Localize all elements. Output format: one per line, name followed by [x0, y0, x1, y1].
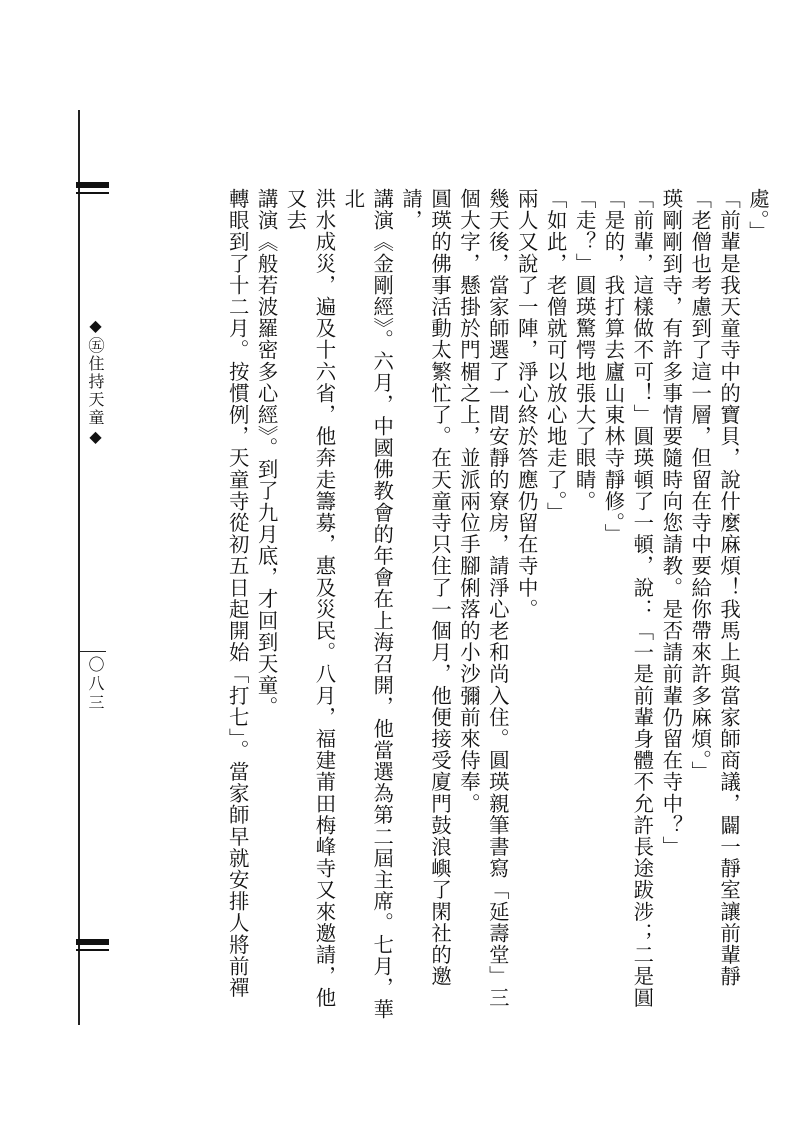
paragraph: 講演《般若波羅密多心經》。到了九月底，才回到天童。	[254, 188, 279, 718]
paragraph: 圓瑛的佛事活動太繁忙了。在天童寺只住了一個月，他便接受廈門鼓浪嶼了閑社的邀請，	[399, 188, 453, 988]
header-thick-bar-top	[76, 182, 109, 188]
paragraph: 個大字，懸掛於門楣之上，並派兩位手腳俐落的小沙彌前來侍奉。	[456, 188, 481, 815]
paragraph: 「前輩是我天童寺中的寶貝，說什麼麻煩！我馬上與當家師商議，闢一靜室讓前輩靜	[717, 188, 742, 988]
paragraph: 轉眼到了十二月。按慣例，天童寺從初五日起開始「打七」。當家師早就安排人將前禪	[225, 188, 250, 999]
paragraph: 瑛剛剛到寺，有許多事情要隨時向您請教。是否請前輩仍留在寺中？」	[659, 188, 684, 858]
header-thick-bar-bottom	[76, 939, 109, 945]
paragraph: 「如此，老僧就可以放心地走了。」	[543, 188, 568, 524]
paragraph: 處。」	[746, 188, 770, 243]
header-thin-bar-bottom	[76, 949, 109, 951]
page-number: 〇八三	[86, 656, 105, 713]
paragraph: 「是的，我打算去廬山東林寺靜修。」	[601, 188, 626, 545]
paragraph: 「走？」圓瑛驚愕地張大了眼睛。	[572, 188, 597, 512]
paragraph: 「前輩，這樣做不可！」圓瑛頓了一頓，說：「一是前輩身體不允許長途跋涉；二是圓	[630, 188, 655, 1009]
paragraph: 幾天後，當家師選了一間安靜的寮房，請淨心老和尚入住。圓瑛親筆書寫「延壽堂」三	[485, 188, 510, 1009]
header-thin-bar-top	[76, 192, 109, 194]
paragraph: 兩人又說了一陣，淨心終於答應仍留在寺中。	[514, 188, 539, 620]
body-text	[152, 188, 772, 1028]
paragraph: 洪水成災，遍及十六省，他奔走籌募，惠及災民。八月，福建莆田梅峰寺又來邀請，他又去	[283, 188, 337, 1009]
folio-rule	[80, 651, 106, 652]
paragraph: 「老僧也考慮到了這一層，但留在寺中要給你帶來許多麻煩。」	[688, 188, 713, 783]
running-head: ◆㊄住持天童◆	[86, 316, 105, 448]
paragraph: 講演《金剛經》。六月，中國佛教會的年會在上海召開，他當選為第二屆主席。七月，華北	[341, 188, 395, 1021]
margin-rule	[78, 110, 80, 1025]
